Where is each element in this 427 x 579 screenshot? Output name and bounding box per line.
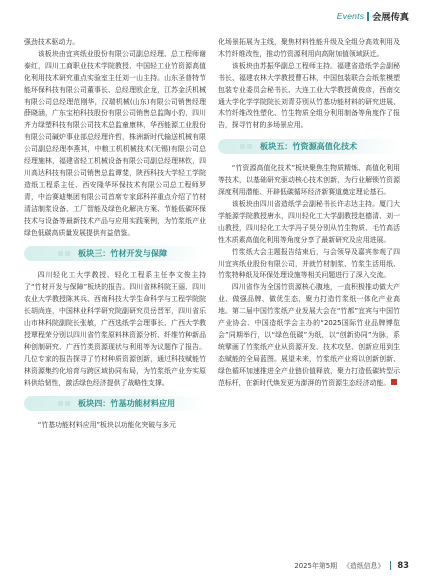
right-column	[218, 37, 400, 389]
article-paragraph: “竹基功能材料应用”板块以功能化突破与多元	[37, 421, 176, 430]
page-footer	[294, 560, 409, 570]
article-paragraph: 该板块由宜宾纸业股份有限公司副总经理、总工程师谢泰红，四川工商职业技术学院教授、中国轻工业竹资源高值化利用技术研究重点实验室主任刘一山主持。山东圣普特节能环保科技有限公司董事长、总经理欧企龙，江苏金沃机械有限公司总经理范刚华，汉瑞机械(山东)有限公司销售经理薛晓涵，广东宝柏科技股份有限公司销售总监陶小豹，四川齐力绿塑科技有限公司技术总监童康林，华西能源工业股份有限公司碱炉事业部总经理许哲，株洲新时代输送机械有限公司副总经理李燕其，中粮工机机械技术(无锡)有限公司总经理施林，福建省轻工机械设备有限公司副总经理林钦，四川高达科技有限公司销售总监谭斐，陕西科技大学轻工学院造纸工程系主任、西安隆华环保技术有限公司总工程师罗青，中治赛迪集团有限公司首席专家邱科祥重点介绍了竹材清洁制浆设备、工厂智能及绿色化解决方案、节能低碳环保技术与设备等最新技术产品与应用实践案例，为竹浆纸产业绿色低碳高质量发展提供有益借鉴。	[24, 49, 206, 237]
section-heading-label: 板块五：竹资源高值化技术	[260, 141, 358, 152]
article-paragraph: 强劲技术驱动力。	[24, 38, 80, 46]
page-header	[337, 9, 409, 23]
section-decoration	[58, 401, 70, 406]
section-heading-3	[24, 246, 206, 261]
left-column	[24, 37, 206, 432]
header-divider	[367, 12, 369, 21]
section-heading-label: 板块四：竹基功能材料应用	[78, 398, 176, 409]
article-paragraph-text: 四川省作为全国竹资源核心腹地，一直积极推动做大产业、做强品牌、做优生态，聚力打造竹浆纸一体化产业高地。第二届中国竹浆纸产业发展大会在“竹都”宜宾与中国竹产业协会、中国造纸学会主办的“2025国际竹业品牌博览会”同期举行，以“绿色低碳”为纸，以“创新协同”为脉，系统擘画了竹浆纸产业从资源开发、技术攻坚、创新应用到生态赋能的全局蓝图。展望未来，竹浆纸产业将以创新创新、绿色循环加速推进全产业链价值释放，聚力打造低碳转型示范标杆，在新时代焕发更为澎湃的竹资源生态经济动能。	[218, 283, 400, 387]
article-paragraph: 该板块由苏振华副总工程师主持。福建省造纸学会副秘书长、福建农林大学教授曹石林，中国包装联合会纸浆模塑包装专业委员会秘书长、大连工业大学教授黄俊彦，西南交通大学化学学院院长刘青芬别从竹基功能材料的研究进展、木竹纤维改性塑化、竹生物质全组分利用制备等角度作了报告，探寻竹材的多场景应用。	[218, 61, 400, 130]
section-decoration	[58, 251, 70, 256]
article-paragraph: 四川轻化工大学教授、轻化工程系主任李文俊主持了“竹材开发与保障”板块的报告。四川省林科院王丽、四川农业大学教授陈其兵、西南科技大学生命科学与工程学院院长胡尚连，中国林业科学研究院副研究员岳晋军，四川省乐山市林科院副院长张敏，广西选纸学会理事长、广西大学教授覃程荣分别以四川省竹浆原料林资源分析、纤维竹种新品种创制研究、广西竹类资源现状与利用等为议题作了报告。几位专家的报告探寻了竹材种质资源创新，通过科技赋能竹林资源集约化培育与跨区域协同布局，为竹浆纸产业夯实原料供给韧性，激活绿色经济提供了战略性支撑。	[24, 271, 206, 387]
footer-journal: 《造纸信息》	[343, 562, 385, 570]
section-heading-label: 板块三：竹材开发与保障	[78, 248, 168, 259]
article-paragraph: 竹浆纸大会主题报告结束后，与会领导及嘉宾参观了四川宜宾纸业股份有限公司，并就竹材制浆、竹浆生活用纸、竹浆特种纸及环保处理设施等相关问题进行了深入交流。	[218, 247, 400, 280]
header-events-label: Events	[336, 11, 365, 21]
header-title: 会展传真	[372, 12, 409, 23]
page-number: 83	[397, 560, 409, 570]
article-paragraph: 该板块由四川省造纸学会副秘书长许志达主持。厦门大学能源学院教授唐水，四川轻化工大学副教授赵德清、刘一山教授，四川轻化工大学冯子昊分别从竹生物质、毛竹高活性木质素高值化利用等角度分享了最新研究及应用进展。	[218, 199, 400, 244]
article-paragraph: 化场景拓展为主线，聚焦材料性能升级及全组分高效利用及木竹纤维改性，推动竹资源利用向高附加值领域跃迁。	[218, 38, 400, 58]
section-heading-4	[24, 396, 206, 411]
article-paragraph-last	[218, 282, 400, 389]
end-of-article-icon	[391, 379, 397, 385]
section-heading-5	[218, 139, 400, 154]
footer-issue: 2025年第5期	[294, 562, 337, 570]
section-decoration	[240, 144, 252, 149]
footer-divider	[390, 561, 391, 570]
article-paragraph: “竹资源高值化技术”板块聚焦生物质精炼、高值化利用等技术，以基础研究驱动核心技术创新，为行业解锁竹资源深度利用潜能、开辟低碳循环经济新赛道奠定理论基石。	[218, 164, 400, 197]
